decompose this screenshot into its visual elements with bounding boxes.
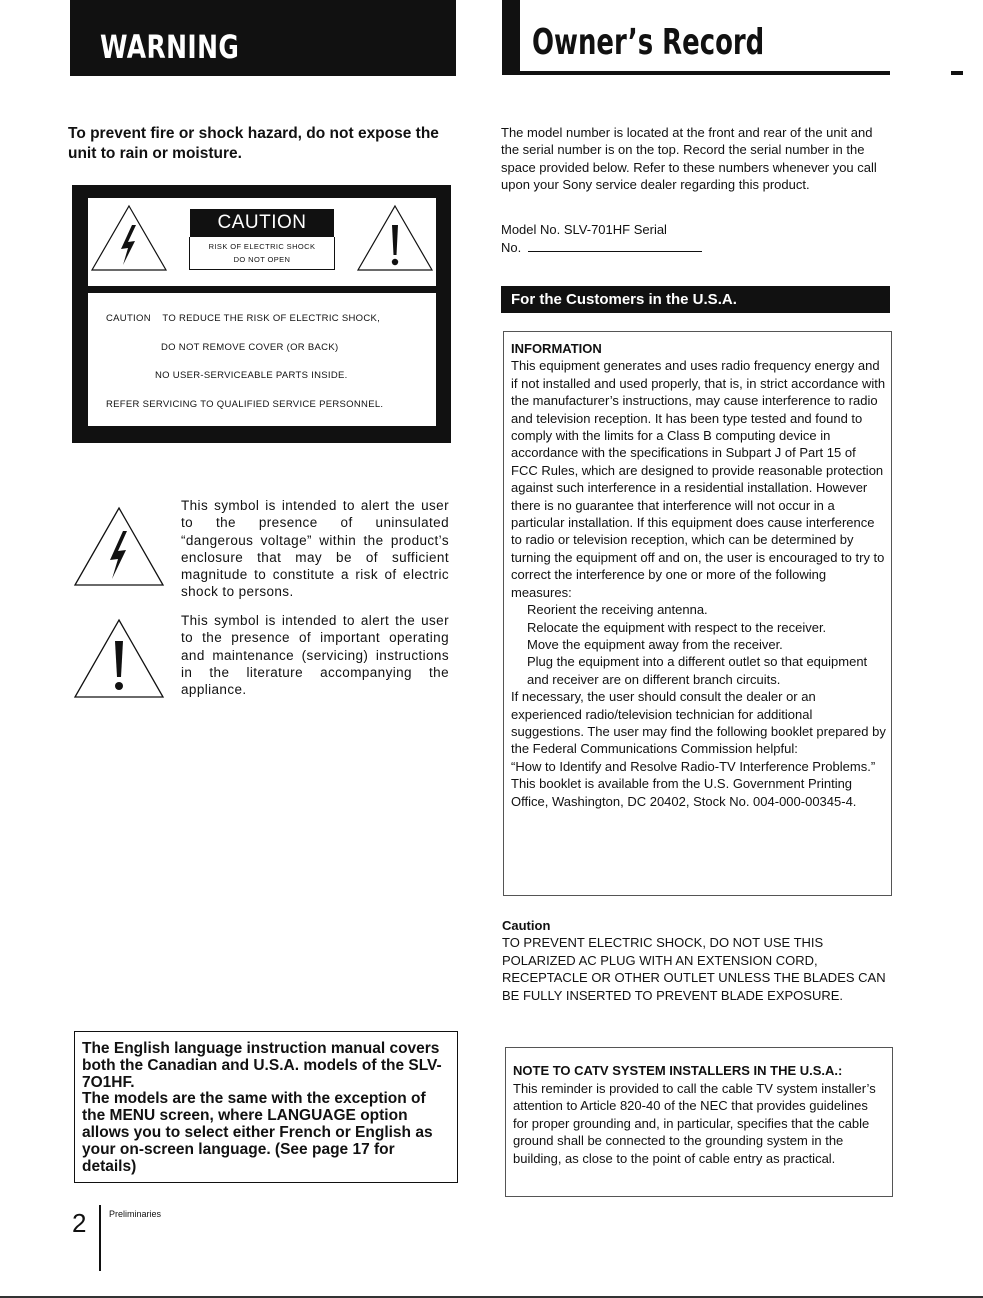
- caution-line: CAUTION TO REDUCE THE RISK OF ELECTRIC SHOCK,: [106, 313, 381, 324]
- caution-subtext: DO NOT OPEN: [233, 255, 291, 264]
- lightning-triangle-icon: [90, 203, 168, 273]
- caution-line: DO NOT REMOVE COVER (OR BACK): [161, 342, 339, 353]
- section-label: Preliminaries: [109, 1209, 162, 1219]
- fcc-information-content: [511, 340, 886, 810]
- plug-caution: [502, 917, 897, 1004]
- exclamation-symbol-icon: [73, 617, 165, 699]
- english-manual-notice: The English language instruction manual covers both the Canadian and U.S.A. models of the SLV-7O1HF. The models are the same with the exception of the MENU screen, where LANGUAGE option allows you to select either French or English as your on-screen language. (See page 17 for details): [82, 1040, 442, 1175]
- measure-item: Relocate the equipment with respect to the receiver.: [527, 619, 827, 635]
- footer-divider: [99, 1205, 101, 1271]
- lightning-symbol-description: This symbol is intended to alert the user to the presence of uninsulated “dangerous voltage” within the product’s enclosure that may be of sufficient magnitude to constitute a risk of electric shock to persons.: [181, 498, 449, 600]
- usa-banner-text: For the Customers in the U.S.A.: [511, 291, 737, 308]
- information-paragraph: This equipment generates and uses radio frequency energy and if not installed and used properly, that is, in strict accordance with the manufacturer’s instructions, may cause interference to radio and television reception. It has been type tested and found to comply with the limits for a Class B computing device in accordance with the specifications in Subpart J of Part 15 of FCC Rules, which are designed to provide reasonable protection against such interference in a residential installation. However there is no guarantee that interference will not occur in a particular installation. If this equipment does cause interference to radio or television reception, which can be determined by turning the equipment off and on, the user is encouraged to try to correct the interference by one or more of the following measures:: [511, 358, 886, 600]
- catv-note-content: [513, 1062, 885, 1168]
- fire-shock-warning: To prevent fire or shock hazard, do not expose the unit to rain or moisture.: [68, 125, 439, 162]
- owner-record-title: Owner’s Record: [532, 22, 765, 63]
- exclamation-triangle-icon: [356, 203, 434, 273]
- page-number: 2: [72, 1208, 87, 1238]
- catv-note-title: NOTE TO CATV SYSTEM INSTALLERS IN THE U.S.A.:: [513, 1063, 843, 1078]
- usa-section-banner: [501, 286, 890, 313]
- consult-paragraph: If necessary, the user should consult the dealer or an experienced radio/television technician for additional suggestions. The user may find the following booklet prepared by the Federal Communications Commission helpful:: [511, 689, 886, 757]
- plug-caution-text: TO PREVENT ELECTRIC SHOCK, DO NOT USE THIS POLARIZED AC PLUG WITH AN EXTENSION CORD, RECEPTACLE OR OTHER OUTLET UNLESS THE BLADES CAN BE FULLY INSERTED TO PREVENT BLADE EXPOSURE.: [502, 935, 886, 1003]
- measure-item: Reorient the receiving antenna.: [527, 602, 708, 618]
- measure-item: Plug the equipment into a different outlet so that equipment and receiver are on different branch circuits.: [527, 654, 868, 687]
- measure-item: Move the equipment away from the receiver.: [527, 636, 783, 652]
- booklet-info: This booklet is available from the U.S. Government Printing Office, Washington, DC 20402, Stock No. 004-000-00345-4.: [511, 776, 857, 809]
- serial-no-blank: [528, 251, 702, 252]
- serial-no-label: No.: [501, 240, 522, 255]
- owner-title-bar: [502, 0, 520, 72]
- caution-line: REFER SERVICING TO QUALIFIED SERVICE PERSONNEL.: [106, 399, 384, 410]
- caution-line: NO USER-SERVICEABLE PARTS INSIDE.: [155, 370, 348, 381]
- warning-title: WARNING: [100, 28, 240, 66]
- model-number-line: Model No. SLV-701HF Serial: [501, 222, 667, 237]
- caution-heading: CAUTION: [190, 209, 334, 237]
- corner-mark: [951, 71, 963, 75]
- lightning-symbol-icon: [73, 505, 165, 587]
- information-title: INFORMATION: [511, 341, 602, 356]
- booklet-title: “How to Identify and Resolve Radio-TV Interference Problems.”: [511, 758, 876, 774]
- catv-note-text: This reminder is provided to call the cable TV system installer’s attention to Article 820-40 of the NEC that provides guidelines for proper grounding and, in particular, specifies that the cable ground shall be connected to the grounding system in the building, as close to the point of cable entry as practical.: [513, 1080, 876, 1166]
- plug-caution-title: Caution: [502, 918, 551, 933]
- caution-subtext: RISK OF ELECTRIC SHOCK: [208, 242, 316, 251]
- header-rule: [502, 71, 890, 75]
- exclamation-symbol-description: This symbol is intended to alert the user to the presence of important operating and maintenance (servicing) instructions in the literature accompanying the appliance.: [181, 613, 449, 698]
- owners-record-paragraph: The model number is located at the front and rear of the unit and the serial number is on the top. Record the serial number in the space provided below. Refer to these numbers whenever you call upon your Sony service dealer regarding this product.: [501, 125, 877, 193]
